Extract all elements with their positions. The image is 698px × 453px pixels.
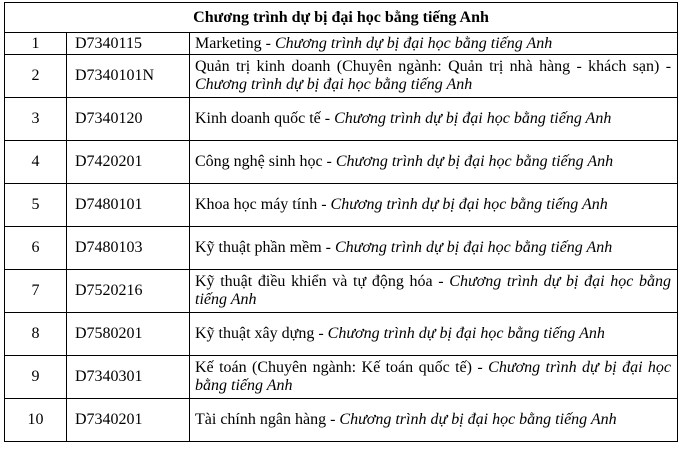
program-suffix: Chương trình dự bị đại học bằng tiếng Anh (334, 110, 612, 127)
program-name-cell: Kỹ thuật điều khiển và tự động hóa - Chương trình dự bị đại học bằng tiếng Anh (190, 270, 678, 313)
program-code: D7340201 (67, 399, 190, 442)
program-suffix: Chương trình dự bị đại học bằng tiếng Anh (327, 325, 605, 342)
row-number: 5 (5, 184, 67, 227)
table-row (5, 270, 678, 313)
program-name: Quản trị kinh doanh (Chuyên ngành: Quản trị nhà hàng - khách sạn) (195, 58, 660, 75)
table-row (5, 399, 678, 442)
table-row (5, 184, 678, 227)
program-code: D7480101 (67, 184, 190, 227)
program-suffix: Chương trình dự bị đại học bằng tiếng Anh (274, 34, 553, 52)
program-name: Marketing (195, 34, 262, 52)
program-code: D7480103 (67, 227, 190, 270)
program-code: D7340301 (67, 356, 190, 399)
table-row (5, 141, 678, 184)
row-number: 9 (5, 356, 67, 399)
table-title: Chương trình dự bị đại học bằng tiếng Anh (5, 3, 678, 33)
program-name-cell: Marketing - Chương trình dự bị đại học bằng tiếng Anh (190, 33, 678, 55)
row-number: 7 (5, 270, 67, 313)
program-suffix: Chương trình dự bị đại học bằng tiếng Anh (330, 196, 608, 213)
table-row (5, 33, 678, 55)
table-row (5, 98, 678, 141)
program-suffix: Chương trình dự bị đại học bằng tiếng Anh (195, 76, 473, 93)
program-suffix: Chương trình dự bị đại học bằng tiếng Anh (195, 359, 672, 394)
row-number: 8 (5, 313, 67, 356)
program-suffix: Chương trình dự bị đại học bằng tiếng Anh (335, 153, 614, 170)
program-code: D7340115 (67, 33, 190, 55)
table-header-row (5, 3, 678, 33)
program-name-cell: Kinh doanh quốc tế - Chương trình dự bị đại học bằng tiếng Anh (190, 98, 678, 141)
row-number: 4 (5, 141, 67, 184)
program-name-cell: Quản trị kinh doanh (Chuyên ngành: Quản trị nhà hàng - khách sạn) - Chương trình dự bị đại học bằng tiếng Anh (190, 55, 678, 98)
program-code: D7340101N (67, 55, 190, 98)
program-table (4, 2, 678, 442)
program-name: Kế toán (Chuyên ngành: Kế toán quốc tế) (195, 359, 472, 376)
program-suffix: Chương trình dự bị đại học bằng tiếng Anh (195, 273, 672, 308)
program-code: D7420201 (67, 141, 190, 184)
program-suffix: Chương trình dự bị đại học bằng tiếng Anh (339, 411, 617, 428)
row-number: 10 (5, 399, 67, 442)
program-name: Kỹ thuật điều khiển và tự động hóa (195, 273, 433, 290)
row-number: 1 (5, 33, 67, 55)
program-name: Kỹ thuật xây dựng (195, 325, 315, 342)
program-code: D7340120 (67, 98, 190, 141)
table-row (5, 313, 678, 356)
program-name: Kỹ thuật phần mềm (195, 239, 322, 256)
table-row (5, 227, 678, 270)
table-row (5, 356, 678, 399)
program-name-cell: Khoa học máy tính - Chương trình dự bị đại học bằng tiếng Anh (190, 184, 678, 227)
program-code: D7580201 (67, 313, 190, 356)
program-suffix: Chương trình dự bị đại học bằng tiếng Anh (334, 239, 613, 256)
program-name-cell: Kỹ thuật xây dựng - Chương trình dự bị đại học bằng tiếng Anh (190, 313, 678, 356)
row-number: 6 (5, 227, 67, 270)
program-code: D7520216 (67, 270, 190, 313)
row-number: 2 (5, 55, 67, 98)
program-name-cell: Tài chính ngân hàng - Chương trình dự bị đại học bằng tiếng Anh (190, 399, 678, 442)
table-row (5, 55, 678, 98)
program-name-cell: Kế toán (Chuyên ngành: Kế toán quốc tế) - Chương trình dự bị đại học bằng tiếng Anh (190, 356, 678, 399)
program-name-cell: Công nghệ sinh học - Chương trình dự bị đại học bằng tiếng Anh (190, 141, 678, 184)
program-name: Công nghệ sinh học (195, 153, 323, 170)
row-number: 3 (5, 98, 67, 141)
program-name: Tài chính ngân hàng (195, 411, 327, 428)
program-name: Kinh doanh quốc tế (195, 110, 321, 127)
program-name-cell: Kỹ thuật phần mềm - Chương trình dự bị đại học bằng tiếng Anh (190, 227, 678, 270)
program-name: Khoa học máy tính (195, 196, 318, 213)
